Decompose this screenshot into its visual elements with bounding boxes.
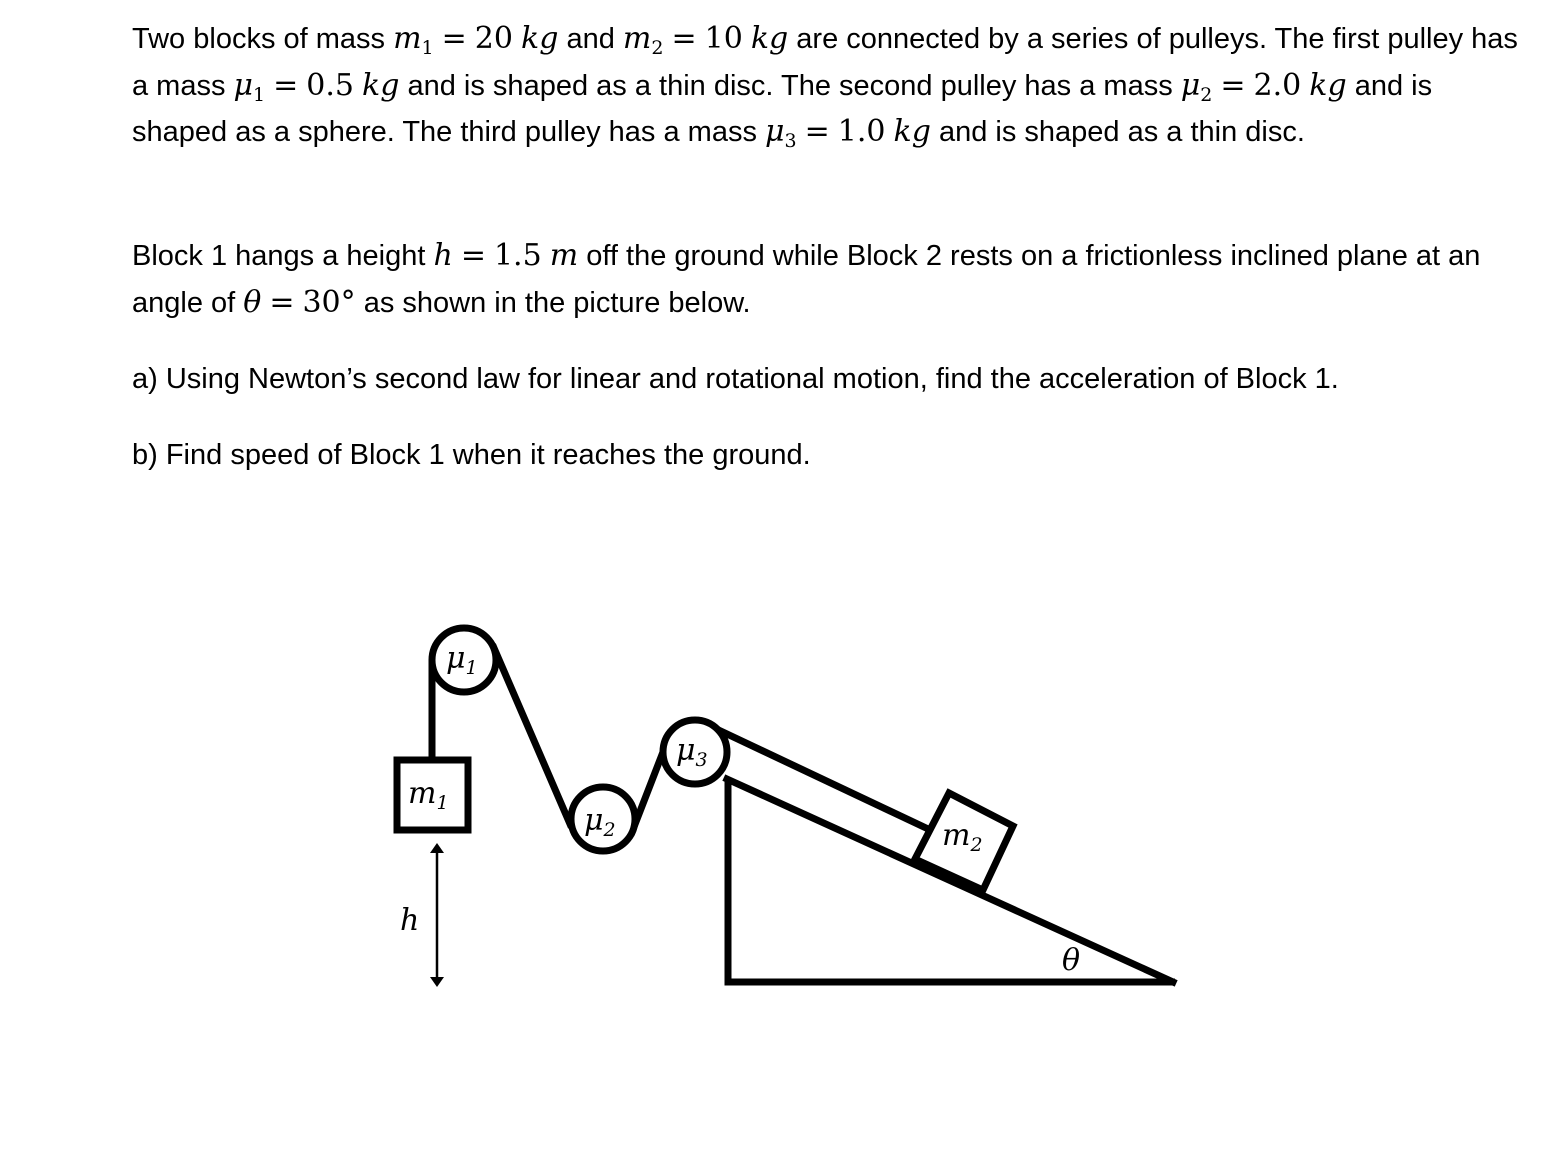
- h-symbol: h: [433, 238, 453, 273]
- mu3-symbol: $\mu_3$: [765, 114, 797, 152]
- height-label: h: [400, 903, 420, 938]
- unit-kg: kg: [893, 114, 931, 149]
- unit-kg: kg: [521, 21, 559, 56]
- text-run: and: [558, 23, 623, 55]
- unit-kg: kg: [1309, 67, 1347, 103]
- text-run: Block 1 hangs a height: [132, 240, 434, 272]
- rope-pulley1-pulley2: [494, 648, 570, 824]
- angle-label: θ: [1062, 943, 1081, 978]
- mu3-value: 1.0: [837, 114, 886, 149]
- m1-value: 20: [474, 21, 513, 56]
- mu2-symbol: $\mu_2$: [1180, 67, 1213, 106]
- unit-m: m: [549, 238, 579, 273]
- text-run: are connected by a series of pulleys. The first pulley has a mass: [132, 23, 1518, 102]
- unit-kg: kg: [362, 67, 400, 103]
- text-run: and is shaped as a thin disc. The second pulley has a mass: [399, 69, 1181, 102]
- text-run: off the ground while Block 2 rests on a frictionless inclined plane at an angle of: [132, 240, 1481, 319]
- pulley-1-label: $\mu_1$: [446, 641, 478, 679]
- question-a: a) Using Newton’s second law for linear and rotational motion, find the acceleration of Block 1.: [132, 363, 1339, 395]
- m2-symbol: $m_2$: [622, 21, 664, 59]
- equals-sign: =: [1220, 67, 1246, 103]
- rope-pulley3-block2: [708, 725, 943, 836]
- equals-sign: =: [269, 284, 295, 320]
- equals-sign: =: [441, 21, 467, 56]
- pulley-2-label: $\mu_2$: [584, 803, 616, 841]
- m2-value: 10: [704, 21, 743, 56]
- m1-symbol: $m_1$: [393, 21, 434, 59]
- block-1-label: $m_1$: [408, 776, 449, 814]
- unit-kg: kg: [750, 21, 789, 56]
- equals-sign: =: [273, 67, 299, 103]
- text-run: Two blocks of mass: [132, 23, 394, 55]
- question-b: b) Find speed of Block 1 when it reaches the ground.: [132, 439, 811, 471]
- block-2-label: $m_2$: [942, 818, 983, 856]
- mu1-symbol: $\mu_1$: [233, 67, 266, 106]
- pulley-3-label: $\mu_3$: [676, 733, 708, 771]
- text-run: and is shaped as a sphere. The third pulley has a mass: [132, 69, 1433, 148]
- theta-symbol: θ: [243, 284, 262, 320]
- h-value: 1.5: [493, 238, 542, 273]
- mu1-value: 0.5: [306, 67, 354, 103]
- equals-sign: =: [671, 21, 697, 56]
- mu2-value: 2.0: [1253, 67, 1302, 103]
- text-run: as shown in the picture below.: [355, 286, 751, 319]
- equals-sign: =: [804, 114, 830, 149]
- theta-value: 30°: [302, 284, 356, 320]
- text-run: and is shaped as a thin disc.: [930, 116, 1305, 148]
- equals-sign: =: [460, 238, 486, 273]
